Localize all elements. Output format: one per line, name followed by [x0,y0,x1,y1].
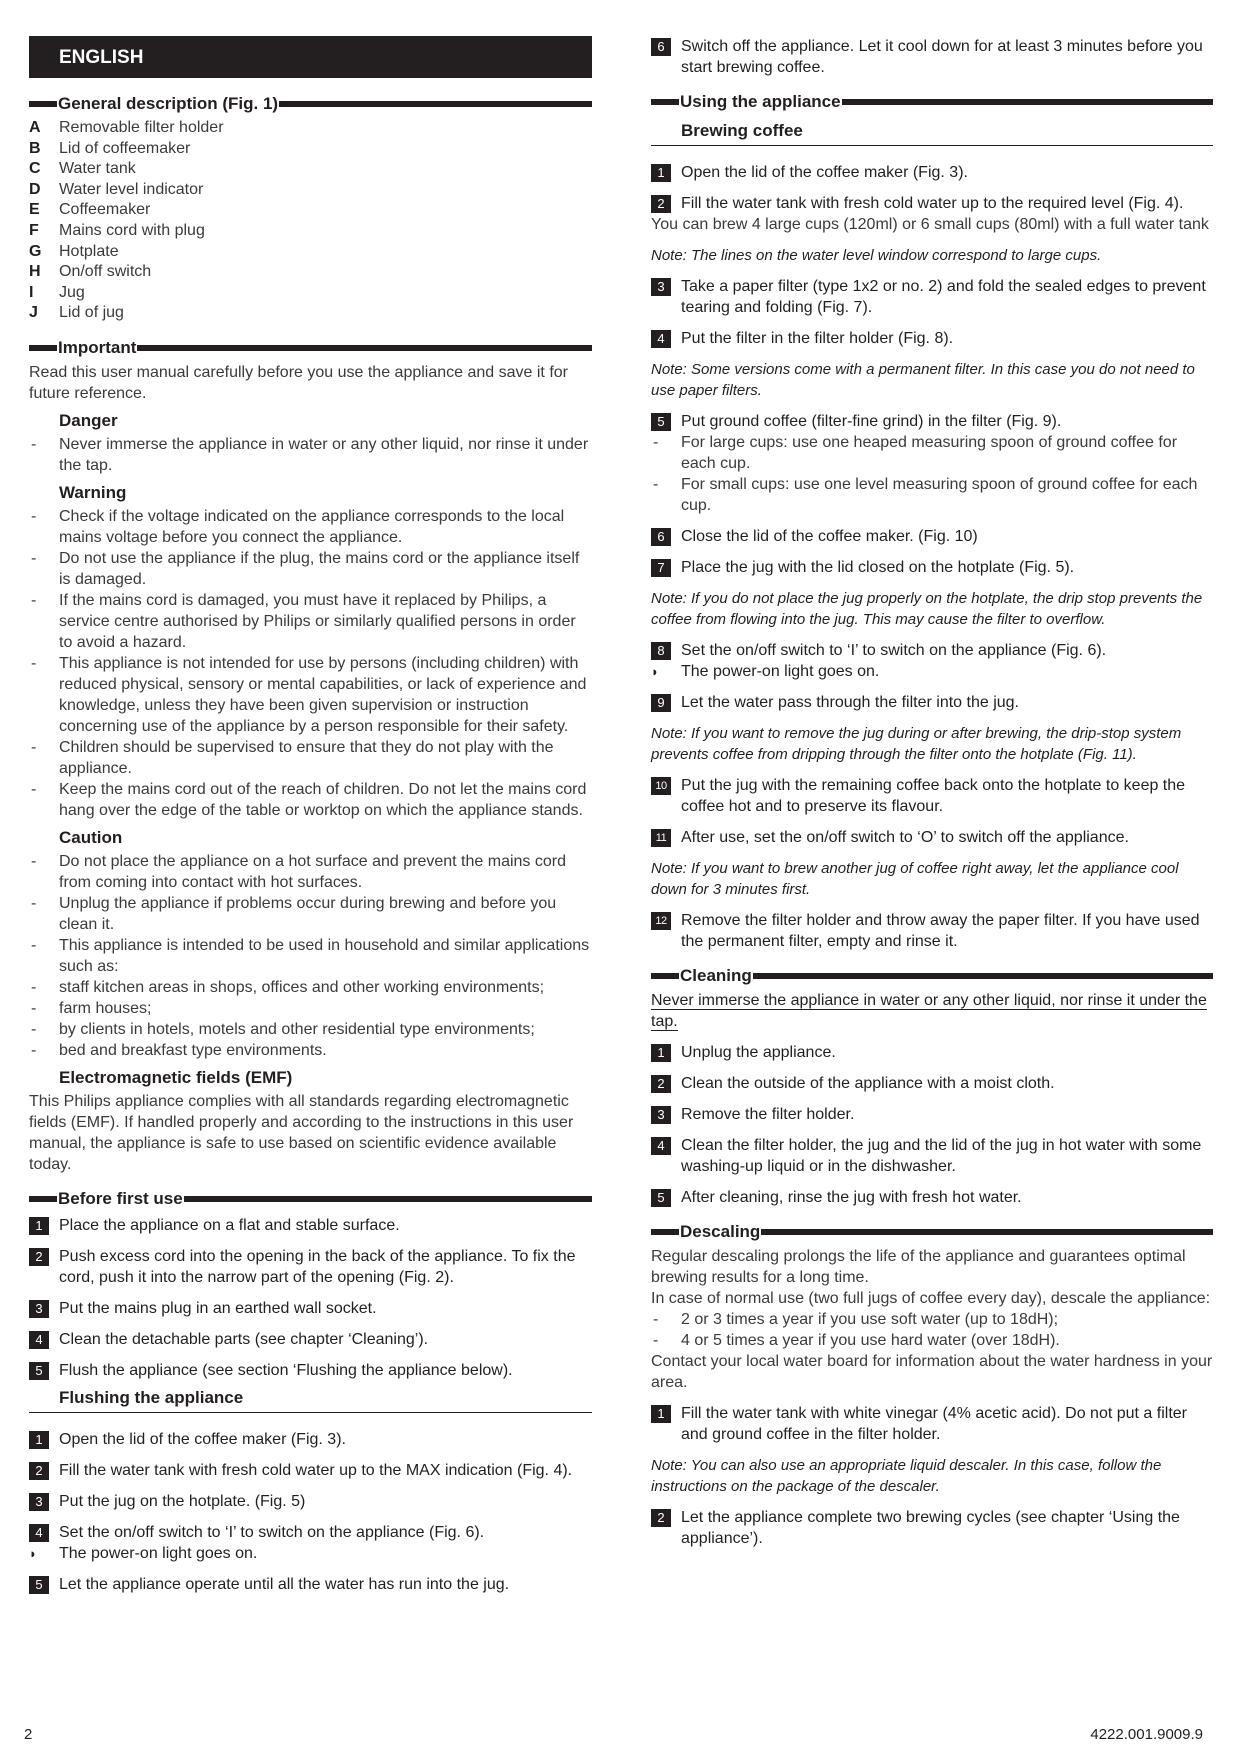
flushing-heading: Flushing the appliance [29,1387,592,1413]
right-column [651,36,1213,1549]
section-heading-important [29,336,592,360]
step-number: 1 [29,1217,49,1235]
step: 3 Remove the filter holder. [651,1104,1213,1125]
section-heading-general [29,92,592,116]
step-number: 5 [29,1362,49,1380]
step: 2 Let the appliance complete two brewing cycles (see chapter ‘Using the appliance’). [651,1507,1213,1549]
part-item: G Hotplate [29,242,119,260]
note: Note: The lines on the water level window correspond to large cups. [651,247,1102,264]
step: 5 After cleaning, rinse the jug with fresh hot water. [651,1187,1213,1208]
step: 11 After use, set the on/off switch to ‘O’ to switch off the appliance. [651,827,1213,848]
step: 4 Clean the detachable parts (see chapter ‘Cleaning’). [29,1329,592,1350]
step: 4 Put the filter in the filter holder (Fig. 8). [651,328,1213,349]
step: 4 Clean the filter holder, the jug and the lid of the jug in hot water with some washing-up liquid or in the dishwasher. [651,1135,1213,1177]
step: 1 Unplug the appliance. [651,1042,1213,1063]
list-item: - 4 or 5 times a year if you use hard water (over 18dH). [653,1332,1060,1349]
list-item: - 2 or 3 times a year if you use soft water (up to 18dH); [653,1311,1059,1328]
result-arrow-icon: ◗ [29,1545,37,1561]
list-item: - bed and breakfast type environments. [31,1041,327,1059]
section-title: Cleaning [680,966,752,985]
descaling-text: Regular descaling prolongs the life of the appliance and guarantees optimal brewing results for a long time. [651,1248,1186,1286]
step-number: 3 [651,278,671,296]
step: 3 Take a paper filter (type 1x2 or no. 2) and fold the sealed edges to prevent tearing and folding (Fig. 7). [651,276,1213,318]
step-number: 9 [651,694,671,712]
section-title: General description (Fig. 1) [58,94,279,113]
step-number: 10 [651,777,671,795]
part-item: J Lid of jug [29,304,124,322]
section-heading-cleaning [651,964,1213,988]
brewing-heading: Brewing coffee [651,120,1213,146]
step: 1 Open the lid of the coffee maker (Fig. 3). [651,162,1213,183]
step: 3 Put the mains plug in an earthed wall socket. [29,1298,592,1319]
step-number: 2 [651,1075,671,1093]
section-title: Using the appliance [680,92,841,111]
step-number: 7 [651,559,671,577]
list-item: - Check if the voltage indicated on the appliance corresponds to the local mains voltage before you connect the appliance. [31,507,565,546]
section-title: Important [58,337,137,357]
step-number: 2 [29,1462,49,1480]
step: 12 Remove the filter holder and throw away the paper filter. If you have used the permanent filter, empty and rinse it. [651,910,1213,952]
note: Note: If you want to brew another jug of coffee right away, let the appliance cool down for 3 minutes first. [651,860,1179,898]
part-item: I Jug [29,283,85,301]
step-number: 4 [651,330,671,348]
list-item: - Children should be supervised to ensure that they do not play with the appliance. [31,738,554,777]
step-number: 2 [651,195,671,213]
step-number: 5 [651,413,671,431]
document-code: 4222.001.9009.9 [1090,1726,1203,1743]
step-number: 1 [651,164,671,182]
step-number: 3 [29,1300,49,1318]
note: Note: If you want to remove the jug during or after brewing, the drip-stop system prevents coffee from dripping through the filter onto the hotplate (Fig. 11). [651,725,1182,763]
step-result: ◗ The power-on light goes on. [29,1544,258,1562]
step-number: 1 [29,1431,49,1449]
part-item: F Mains cord with plug [29,221,205,239]
result-arrow-icon: ◗ [651,664,659,679]
step-number: 11 [651,829,671,847]
step: 2 Push excess cord into the opening in the back of the appliance. To fix the cord, push it into the narrow part of the opening (Fig. 2). [29,1246,592,1288]
danger-title: Danger [59,410,118,430]
step-number: 3 [651,1106,671,1124]
part-item: B Lid of coffeemaker [29,139,191,157]
list-item: - by clients in hotels, motels and other residential type environments; [31,1020,535,1038]
step: 10 Put the jug with the remaining coffee back onto the hotplate to keep the coffee hot and to preserve its flavour. [651,775,1213,817]
step-number: 6 [651,38,671,56]
list-item: - For large cups: use one heaped measuring spoon of ground coffee for each cup. [653,434,1178,472]
warning-title: Warning [59,482,127,502]
part-item: C Water tank [29,160,136,178]
section-heading-using [651,90,1213,114]
info-text: You can brew 4 large cups (120ml) or 6 small cups (80ml) with a full water tank [651,216,1209,233]
step-number: 2 [651,1509,671,1527]
list-item: - This appliance is not intended for use by persons (including children) with reduced physical, sensory or mental capabilities, or lack of experience and knowledge, unless they have been given supervision or instruction concerning use of the appliance by a person responsible for their safety. [31,654,587,735]
list-item: - Unplug the appliance if problems occur during brewing and before you clean it. [31,894,557,933]
list-item: - Keep the mains cord out of the reach of children. Do not let the mains cord hang over the edge of the table or worktop on which the appliance stands. [31,780,587,819]
step-number: 1 [651,1405,671,1423]
step-number: 4 [29,1524,49,1542]
descaling-text: Contact your local water board for information about the water hardness in your area. [651,1353,1213,1391]
part-item: E Coffeemaker [29,201,151,219]
step: 9 Let the water pass through the filter into the jug. [651,692,1213,713]
step-number: 4 [651,1137,671,1155]
step: 3 Put the jug on the hotplate. (Fig. 5) [29,1491,592,1512]
step-number: 6 [651,528,671,546]
step: 7 Place the jug with the lid closed on the hotplate (Fig. 5). [651,557,1213,578]
step: 2 Clean the outside of the appliance with a moist cloth. [651,1073,1213,1094]
part-item: D Water level indicator [29,180,204,198]
step: 4 Set the on/off switch to ‘I’ to switch on the appliance (Fig. 6). [29,1522,592,1543]
step: 1 Fill the water tank with white vinegar (4% acetic acid). Do not put a filter and ground coffee in the filter holder. [651,1403,1213,1445]
list-item: - This appliance is intended to be used in household and similar applications such as: [31,936,590,975]
caution-title: Caution [59,827,123,847]
step-number: 12 [651,912,671,930]
step-result: ◗ The power-on light goes on. [651,663,880,680]
step-number: 1 [651,1044,671,1062]
emf-title: Electromagnetic fields (EMF) [59,1067,293,1087]
step: 2 Fill the water tank with fresh cold water up to the MAX indication (Fig. 4). [29,1460,592,1481]
part-item: A Removable filter holder [29,119,224,136]
list-item: - farm houses; [31,999,152,1017]
list-item: - Do not place the appliance on a hot surface and prevent the mains cord from coming into contact with hot surfaces. [31,852,566,891]
step-number: 8 [651,642,671,660]
step: 2 Fill the water tank with fresh cold water up to the required level (Fig. 4). [651,193,1213,214]
descaling-text: In case of normal use (two full jugs of coffee every day), descale the appliance: [651,1290,1211,1307]
section-heading-descaling [651,1220,1213,1244]
step: 1 Open the lid of the coffee maker (Fig. 3). [29,1429,592,1450]
list-item: - For small cups: use one level measuring spoon of ground coffee for each cup. [653,476,1198,514]
section-title: Before first use [58,1188,183,1208]
language-banner: ENGLISH [29,36,592,78]
step: 5 Put ground coffee (filter-fine grind) in the filter (Fig. 9). [651,411,1213,432]
parts-list [29,118,592,324]
note: Note: You can also use an appropriate liquid descaler. In this case, follow the instructions on the package of the descaler. [651,1457,1162,1495]
page-number: 2 [24,1726,33,1743]
step: 1 Place the appliance on a flat and stable surface. [29,1215,592,1236]
note: Note: If you do not place the jug properly on the hotplate, the drip stop prevents the coffee from flowing into the jug. This may cause the filter to overflow. [651,590,1203,628]
section-heading-before-first-use [29,1187,592,1211]
step-number: 5 [29,1576,49,1594]
step-number: 4 [29,1331,49,1349]
step: 5 Let the appliance operate until all the water has run into the jug. [29,1574,592,1595]
list-item: - Never immerse the appliance in water or any other liquid, nor rinse it under the tap. [31,435,589,474]
list-item: - staff kitchen areas in shops, offices and other working environments; [31,978,545,996]
list-item: - Do not use the appliance if the plug, the mains cord or the appliance itself is damaged. [31,549,580,588]
step-number: 5 [651,1189,671,1207]
left-column [29,36,592,1595]
part-item: H On/off switch [29,263,152,281]
emf-text: This Philips appliance complies with all standards regarding electromagnetic fields (EMF). If handled properly and according to the instructions in this user manual, the appliance is safe to use based on scientific evidence available today. [29,1092,574,1173]
step: 6 Switch off the appliance. Let it cool down for at least 3 minutes before you start brewing coffee. [651,36,1213,78]
step: 5 Flush the appliance (see section ‘Flushing the appliance below). [29,1360,592,1381]
step-number: 3 [29,1493,49,1511]
step-number: 2 [29,1248,49,1266]
important-intro: Read this user manual carefully before you use the appliance and save it for future reference. [29,363,568,402]
cleaning-warning: Never immerse the appliance in water or any other liquid, nor rinse it under the tap. [651,992,1207,1030]
step: 6 Close the lid of the coffee maker. (Fig. 10) [651,526,1213,547]
step: 8 Set the on/off switch to ‘I’ to switch on the appliance (Fig. 6). [651,640,1213,661]
note: Note: Some versions come with a permanent filter. In this case you do not need to use paper filters. [651,361,1195,399]
list-item: - If the mains cord is damaged, you must have it replaced by Philips, a service centre authorised by Philips or similarly qualified persons in order to avoid a hazard. [31,591,576,651]
section-title: Descaling [680,1222,761,1241]
